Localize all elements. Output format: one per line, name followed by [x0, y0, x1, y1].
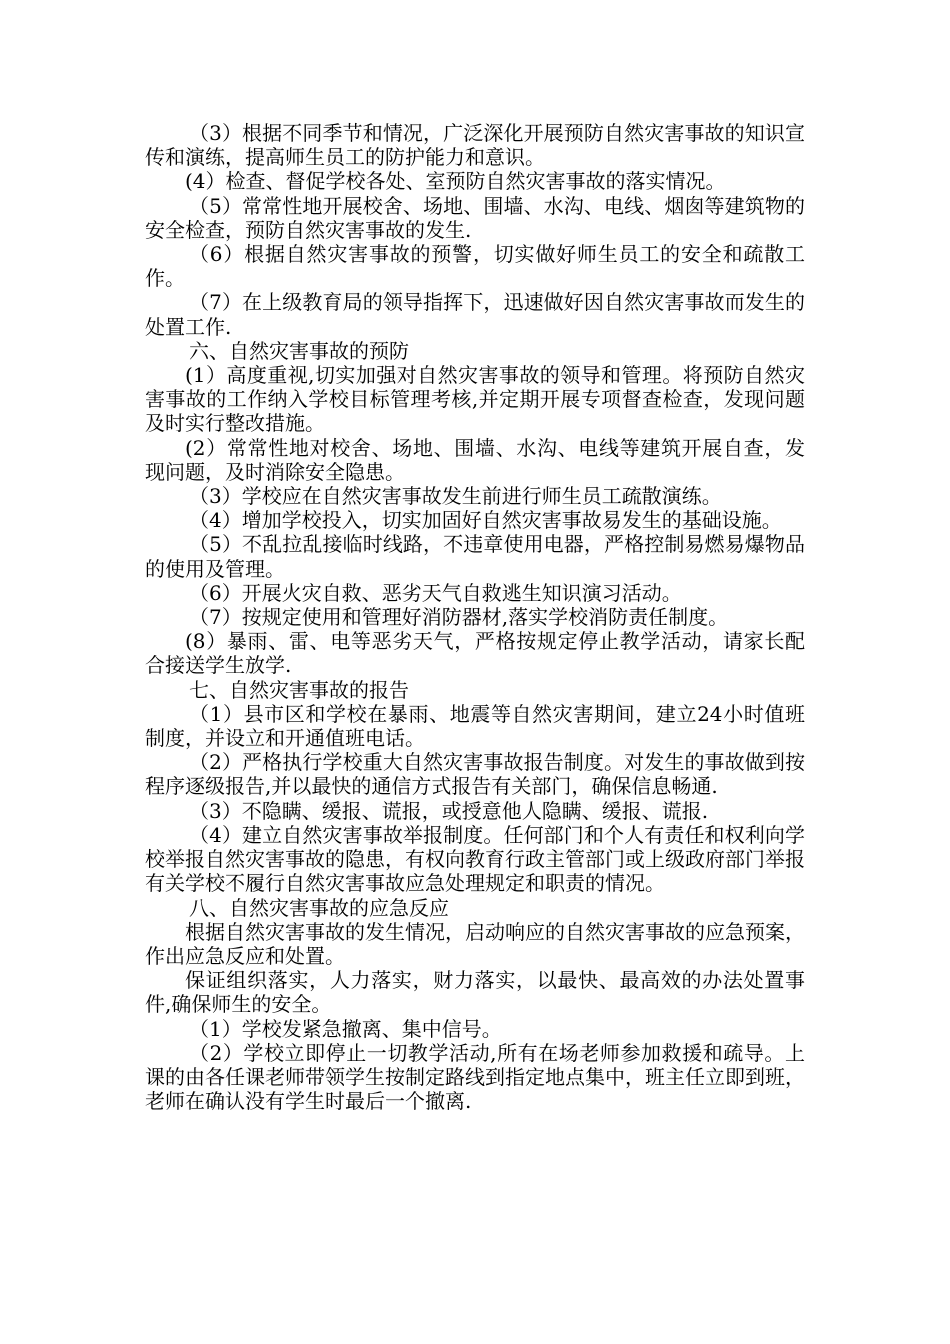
paragraph-severe-weather: (8）暴雨、雷、电等恶劣天气，严格按规定停止教学活动，请家长配合接送学生放学.	[145, 629, 805, 678]
section-heading-report: 七、自然灾害事故的报告	[189, 677, 409, 702]
paragraph-whistleblowing: （4）建立自然灾害事故举报制度。任何部门和个人有责任和权利向学校举报自然灾害事故的隐患，有权向教育行政主管部门或上级政府部门举报有关学校不履行自然灾害事故应急处理规定和职责的情况。	[145, 822, 805, 896]
paragraph-fire-equipment: （7）按规定使用和管理好消防器材,落实学校消防责任制度。	[189, 605, 729, 630]
paragraph-evacuation-signal: （1）学校发紧急撤离、集中信号。	[189, 1016, 502, 1041]
paragraph-inspection: (4）检查、督促学校各处、室预防自然灾害事故的落实情况。	[185, 169, 726, 194]
section-heading-response: 八、自然灾害事故的应急反应	[189, 895, 449, 920]
paragraph-disposal: （7）在上级教育局的领导指挥下，迅速做好因自然灾害事故而发生的处置工作.	[145, 290, 805, 339]
paragraph-evacuation-drill: （3）学校应在自然灾害事故发生前进行师生员工疏散演练。	[189, 484, 722, 509]
paragraph-reporting-system: （2）严格执行学校重大自然灾害事故报告制度。对发生的事故做到按程序逐级报告,并以最快的通信方式报告有关部门，确保信息畅通.	[145, 750, 805, 799]
paragraph-duty-system: （1）县市区和学校在暴雨、地震等自然灾害期间，建立24小时值班制度，并设立和开通值班电话。	[145, 701, 805, 751]
paragraph-leadership: (1）高度重视,切实加强对自然灾害事故的领导和管理。将预防自然灾害事故的工作纳入学校目标管理考核,并定期开展专项督查检查，发现问题及时实行整改措施。	[145, 363, 805, 436]
paragraph-electrical-safety: （5）不乱拉乱接临时线路，不违章使用电器，严格控制易燃易爆物品的使用及管理。	[145, 532, 805, 581]
paragraph-emergency-plan: 根据自然灾害事故的发生情况，启动响应的自然灾害事故的应急预案，作出应急反应和处置。	[145, 919, 805, 968]
paragraph-safety-check: （5）常常性地开展校舍、场地、围墙、水沟、电线、烟囱等建筑物的安全检查，预防自然灾害事故的发生.	[145, 193, 805, 242]
document-body	[145, 121, 805, 1113]
paragraph-organization: 保证组织落实，人力落实，财力落实，以最快、最高效的办法处置事件,确保师生的安全。	[145, 968, 805, 1017]
paragraph-prevention-education: （3）根据不同季节和情况，广泛深化开展预防自然灾害事故的知识宣传和演练，提高师生员工的防护能力和意识。	[145, 121, 805, 170]
paragraph-self-rescue: （6）开展火灾自救、恶劣天气自救逃生知识演习活动。	[189, 580, 682, 605]
paragraph-no-concealment: （3）不隐瞒、缓报、谎报，或授意他人隐瞒、缓报、谎报.	[189, 798, 709, 823]
section-heading-prevention: 六、自然灾害事故的预防	[189, 338, 409, 363]
paragraph-investment: （4）增加学校投入，切实加固好自然灾害事故易发生的基础设施。	[189, 508, 782, 533]
paragraph-early-warning: （6）根据自然灾害事故的预警，切实做好师生员工的安全和疏散工作。	[145, 242, 805, 291]
paragraph-stop-teaching: （2）学校立即停止一切教学活动,所有在场老师参加救援和疏导。上课的由各任课老师带领学生按制定路线到指定地点集中，班主任立即到班，老师在确认没有学生时最后一个撤离.	[145, 1040, 805, 1114]
paragraph-self-inspection: (2）常常性地对校舍、场地、围墙、水沟、电线等建筑开展自查，发现问题，及时消除安全隐患。	[145, 435, 805, 484]
